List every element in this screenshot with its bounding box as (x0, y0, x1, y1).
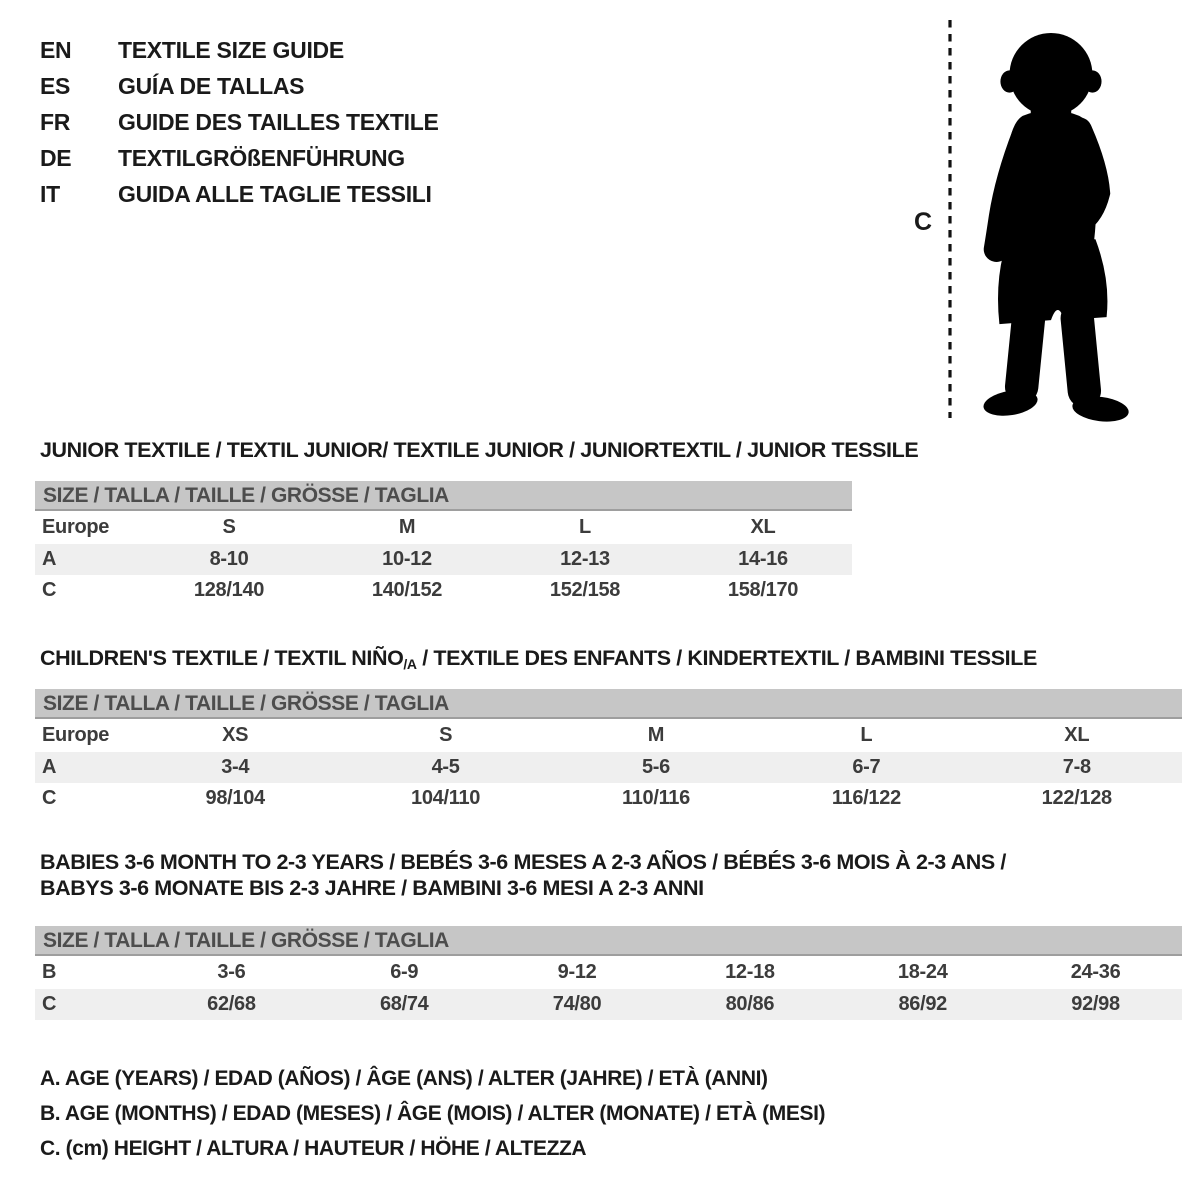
height-cell: 74/80 (491, 989, 664, 1021)
table-row-height (35, 575, 852, 607)
row-label: C (42, 787, 57, 810)
size-cell: S (222, 516, 236, 539)
legend-line-b: B. AGE (MONTHS) / EDAD (MESES) / ÂGE (MOIS) / ALTER (MONATE) / ETÀ (MESI) (40, 1102, 826, 1125)
height-cell: 104/110 (411, 787, 481, 810)
months-cell: 3-6 (217, 961, 246, 984)
months-cell: 6-9 (390, 961, 419, 984)
lang-row-it (40, 176, 439, 212)
row-label: A (35, 752, 130, 784)
height-cell: 140/152 (371, 579, 443, 602)
row-label: C (42, 579, 57, 602)
height-dashed-line-icon (946, 18, 954, 420)
junior-table-header: SIZE / TALLA / TAILLE / GRÖSSE / TAGLIA (35, 481, 852, 511)
legend-line-a: A. AGE (YEARS) / EDAD (AÑOS) / ÂGE (ANS) / ALTER (JAHRE) / ETÀ (ANNI) (40, 1067, 768, 1090)
age-cell: 12-13 (496, 544, 674, 576)
size-cell: S (439, 724, 453, 747)
row-label: Europe (42, 724, 110, 747)
lang-row-fr (40, 104, 439, 140)
babies-size-table (35, 957, 1182, 1020)
height-cell: 62/68 (145, 989, 318, 1021)
height-cell: 98/104 (205, 787, 265, 810)
size-cell: XS (222, 724, 249, 747)
table-row-height (35, 783, 1182, 815)
height-cell: 158/170 (727, 579, 799, 602)
height-measure-diagram (900, 0, 1200, 440)
age-cell: 14-16 (674, 544, 852, 576)
months-cell: 24-36 (1070, 961, 1121, 984)
toddler-silhouette-icon (962, 16, 1144, 422)
guide-title-en: TEXTILE SIZE GUIDE (118, 37, 344, 63)
height-cell: 80/86 (663, 989, 836, 1021)
guide-title-de: TEXTILGRÖßENFÜHRUNG (118, 145, 405, 171)
height-cell: 110/116 (621, 787, 690, 810)
height-cell: 116/122 (831, 787, 901, 810)
lang-row-en (40, 32, 439, 68)
lang-code: FR (40, 109, 71, 135)
table-row-height (35, 989, 1182, 1021)
size-cell: XL (750, 516, 776, 539)
size-cell: L (860, 724, 873, 747)
lang-code: DE (40, 145, 72, 171)
height-cell: 122/128 (1041, 787, 1112, 810)
age-cell: 10-12 (318, 544, 496, 576)
guide-title-es: GUÍA DE TALLAS (118, 73, 305, 99)
row-label: Europe (42, 516, 110, 539)
row-label: A (35, 544, 140, 576)
age-cell: 4-5 (340, 752, 550, 784)
junior-size-table (35, 512, 852, 607)
lang-row-es (40, 68, 439, 104)
legend-line-c: C. (cm) HEIGHT / ALTURA / HAUTEUR / HÖHE / ALTEZZA (40, 1137, 587, 1160)
size-cell: XL (1064, 724, 1090, 747)
height-cell: 86/92 (836, 989, 1009, 1021)
babies-title-line1: BABIES 3-6 MONTH TO 2-3 YEARS / BEBÉS 3-6 MESES A 2-3 AÑOS / BÉBÉS 3-6 MOIS À 2-3 ANS / (40, 850, 1006, 874)
age-cell: 5-6 (551, 752, 761, 784)
months-cell: 9-12 (557, 961, 597, 984)
lang-code: IT (40, 181, 60, 207)
size-cell: M (647, 724, 665, 747)
age-cell: 8-10 (140, 544, 318, 576)
height-cell: 128/140 (193, 579, 265, 602)
table-row-europe (35, 720, 1182, 752)
height-cell: 152/158 (549, 579, 621, 602)
babies-section-title (40, 849, 1006, 901)
lang-code: ES (40, 73, 71, 99)
table-row-months (35, 957, 1182, 989)
children-section-title (40, 645, 1037, 677)
age-cell: 7-8 (972, 752, 1182, 784)
lang-code: EN (40, 37, 72, 63)
title-part: / TEXTILE DES ENFANTS / KINDERTEXTIL / BAMBINI TESSILE (416, 646, 1037, 670)
measurement-legend (40, 1061, 825, 1166)
children-table-header: SIZE / TALLA / TAILLE / GRÖSSE / TAGLIA (35, 689, 1182, 719)
children-size-table (35, 720, 1182, 815)
lang-row-de (40, 140, 439, 176)
age-cell: 3-4 (130, 752, 340, 784)
months-cell: 18-24 (897, 961, 948, 984)
row-label: B (42, 961, 57, 984)
size-cell: L (579, 516, 591, 539)
guide-title-it: GUIDA ALLE TAGLIE TESSILI (118, 181, 432, 207)
table-row-europe (35, 512, 852, 544)
babies-title-line2: BABYS 3-6 MONATE BIS 2-3 JAHRE / BAMBINI 3-6 MESI A 2-3 ANNI (40, 876, 704, 900)
height-cell: 92/98 (1009, 989, 1182, 1021)
title-part: CHILDREN'S TEXTILE / TEXTIL NIÑO (40, 646, 404, 670)
table-row-age (35, 544, 852, 576)
age-cell: 6-7 (761, 752, 971, 784)
row-label: C (35, 989, 145, 1021)
size-cell: M (398, 516, 416, 539)
babies-table-header: SIZE / TALLA / TAILLE / GRÖSSE / TAGLIA (35, 926, 1182, 956)
table-row-age (35, 752, 1182, 784)
title-subscript: /A (403, 656, 417, 672)
language-title-list (40, 32, 439, 212)
height-measure-label: C (914, 208, 933, 236)
height-cell: 68/74 (318, 989, 491, 1021)
months-cell: 12-18 (725, 961, 775, 984)
junior-section-title: JUNIOR TEXTILE / TEXTIL JUNIOR/ TEXTILE JUNIOR / JUNIORTEXTIL / JUNIOR TESSILE (40, 438, 919, 462)
guide-title-fr: GUIDE DES TAILLES TEXTILE (118, 109, 439, 135)
